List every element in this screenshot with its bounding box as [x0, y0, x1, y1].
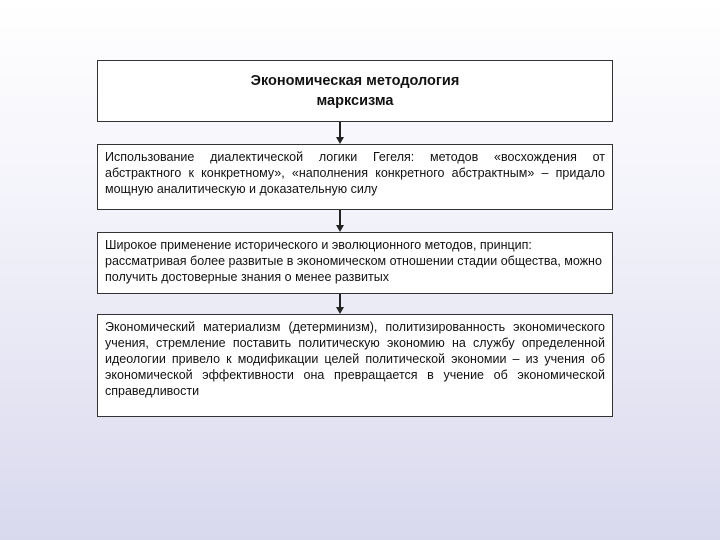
arrow-1	[336, 122, 344, 144]
title-box	[97, 60, 613, 122]
box-hegel-logic	[97, 144, 613, 210]
arrow-2	[336, 210, 344, 232]
box-historical-method	[97, 232, 613, 294]
box-hegel-logic-text: Использование диалектической логики Гегеля: методов «восхождения от абстрактного к конкретному», «наполнения конкретного абстрактным» – придало мощную аналитическую и доказательную силу	[105, 150, 605, 196]
box-economic-materialism	[97, 314, 613, 417]
box-historical-method-text: Широкое применение исторического и эволюционного методов, принцип: рассматривая более развитые в экономическом отношении стадии общества, можно получить достоверные знания о менее развитых	[105, 238, 602, 284]
arrow-3	[336, 294, 344, 314]
diagram-title: Экономическая методология марксизма	[250, 73, 460, 109]
box-economic-materialism-text: Экономический материализм (детерминизм), политизированность экономического учения, стремление поставить политическую экономию на службу определенной идеологии привело к модификации целей политической экономии – из учения об экономической эффективности она превращается в учение об экономической справедливости	[105, 320, 605, 398]
